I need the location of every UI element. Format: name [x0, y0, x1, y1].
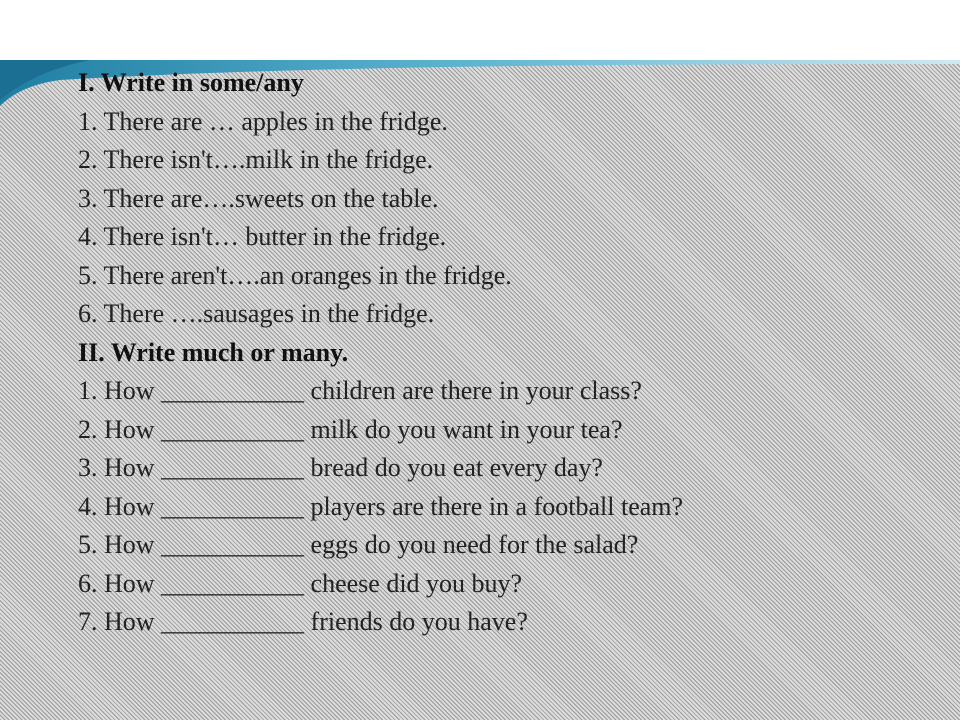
exercise-item: 4. How ___________ players are there in a football team?: [78, 491, 684, 521]
exercise-content: [78, 64, 938, 642]
exercise-item: 3. There are….sweets on the table.: [78, 183, 439, 213]
exercise-item: 6. There ….sausages in the fridge.: [78, 299, 435, 328]
exercise-item: 6. How ___________ cheese did you buy?: [78, 568, 523, 598]
exercise-item: 5. There aren't….an oranges in the fridge.: [78, 260, 512, 290]
exercise-item: 5. How ___________ eggs do you need for the salad?: [78, 530, 639, 559]
exercise-item: 1. There are … apples in the fridge.: [78, 106, 448, 136]
exercise-item: 4. There isn't… butter in the fridge.: [78, 222, 447, 251]
section1-heading: I. Write in some/any: [78, 68, 304, 97]
exercise-item: 3. How ___________ bread do you eat every day?: [78, 453, 603, 482]
section2-heading: II. Write much or many.: [78, 337, 349, 367]
exercise-item: 7. How ___________ friends do you have?: [78, 607, 528, 636]
exercise-item: 2. How ___________ milk do you want in your tea?: [78, 414, 623, 444]
exercise-item: 2. There isn't….milk in the fridge.: [78, 145, 434, 174]
exercise-item: 1. How ___________ children are there in your class?: [78, 376, 642, 405]
